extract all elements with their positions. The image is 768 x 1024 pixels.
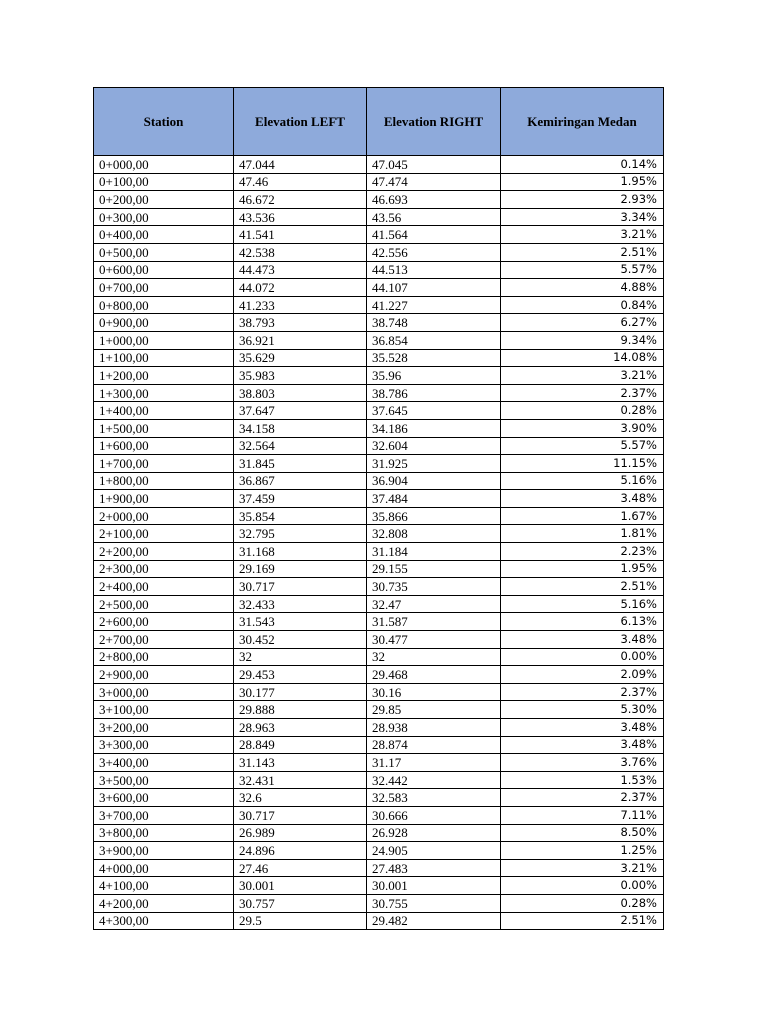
table-row	[94, 912, 664, 930]
station-cell: 1+600,00	[94, 437, 234, 455]
slope-cell: 3.21%	[501, 226, 664, 244]
slope-cell: 1.81%	[501, 525, 664, 543]
elevation-left-cell: 32.6	[234, 789, 367, 807]
elevation-left-cell: 29.169	[234, 560, 367, 578]
station-cell: 4+200,00	[94, 894, 234, 912]
slope-cell: 2.09%	[501, 666, 664, 684]
station-cell: 3+200,00	[94, 719, 234, 737]
header-station: Station	[94, 88, 234, 156]
elevation-right-cell: 41.564	[367, 226, 501, 244]
slope-cell: 0.00%	[501, 648, 664, 666]
station-cell: 0+600,00	[94, 261, 234, 279]
table-row	[94, 894, 664, 912]
slope-cell: 2.51%	[501, 912, 664, 930]
slope-cell: 1.53%	[501, 771, 664, 789]
slope-cell: 3.48%	[501, 631, 664, 649]
station-cell: 1+300,00	[94, 384, 234, 402]
elevation-left-cell: 32.431	[234, 771, 367, 789]
table-row	[94, 226, 664, 244]
slope-cell: 0.14%	[501, 156, 664, 174]
elevation-right-cell: 35.866	[367, 507, 501, 525]
elevation-left-cell: 46.672	[234, 191, 367, 209]
elevation-left-cell: 35.629	[234, 349, 367, 367]
table-row	[94, 736, 664, 754]
slope-cell: 9.34%	[501, 331, 664, 349]
elevation-right-cell: 32.604	[367, 437, 501, 455]
elevation-right-cell: 34.186	[367, 419, 501, 437]
station-cell: 1+500,00	[94, 419, 234, 437]
table-row	[94, 719, 664, 737]
slope-cell: 3.21%	[501, 859, 664, 877]
elevation-left-cell: 30.177	[234, 683, 367, 701]
station-cell: 2+900,00	[94, 666, 234, 684]
station-cell: 2+200,00	[94, 543, 234, 561]
elevation-left-cell: 38.793	[234, 314, 367, 332]
station-cell: 2+400,00	[94, 578, 234, 596]
station-cell: 1+100,00	[94, 349, 234, 367]
table-row	[94, 472, 664, 490]
station-cell: 2+800,00	[94, 648, 234, 666]
table-row	[94, 279, 664, 297]
slope-cell: 5.57%	[501, 437, 664, 455]
table-row	[94, 578, 664, 596]
header-elevation-right: Elevation RIGHT	[367, 88, 501, 156]
elevation-right-cell: 35.528	[367, 349, 501, 367]
table-row	[94, 490, 664, 508]
table-row	[94, 543, 664, 561]
station-cell: 3+900,00	[94, 842, 234, 860]
station-cell: 1+900,00	[94, 490, 234, 508]
elevation-left-cell: 47.044	[234, 156, 367, 174]
table-row	[94, 296, 664, 314]
table-row	[94, 666, 664, 684]
station-cell: 2+600,00	[94, 613, 234, 631]
table-row	[94, 367, 664, 385]
slope-cell: 2.51%	[501, 243, 664, 261]
table-row	[94, 384, 664, 402]
table-row	[94, 560, 664, 578]
station-cell: 3+600,00	[94, 789, 234, 807]
elevation-right-cell: 29.155	[367, 560, 501, 578]
elevation-right-cell: 29.85	[367, 701, 501, 719]
slope-cell: 6.27%	[501, 314, 664, 332]
slope-cell: 1.95%	[501, 173, 664, 191]
table-row	[94, 243, 664, 261]
station-cell: 1+800,00	[94, 472, 234, 490]
elevation-right-cell: 35.96	[367, 367, 501, 385]
elevation-right-cell: 32	[367, 648, 501, 666]
station-cell: 0+700,00	[94, 279, 234, 297]
elevation-right-cell: 44.107	[367, 279, 501, 297]
elevation-right-cell: 37.645	[367, 402, 501, 420]
elevation-left-cell: 29.453	[234, 666, 367, 684]
elevation-left-cell: 29.888	[234, 701, 367, 719]
station-cell: 3+700,00	[94, 806, 234, 824]
elevation-right-cell: 41.227	[367, 296, 501, 314]
slope-cell: 3.90%	[501, 419, 664, 437]
slope-cell: 0.84%	[501, 296, 664, 314]
slope-cell: 14.08%	[501, 349, 664, 367]
slope-cell: 2.23%	[501, 543, 664, 561]
station-cell: 3+300,00	[94, 736, 234, 754]
table-row	[94, 261, 664, 279]
elevation-table	[93, 87, 664, 930]
slope-cell: 1.67%	[501, 507, 664, 525]
slope-cell: 5.16%	[501, 595, 664, 613]
elevation-right-cell: 38.748	[367, 314, 501, 332]
elevation-left-cell: 32.564	[234, 437, 367, 455]
slope-cell: 5.16%	[501, 472, 664, 490]
elevation-right-cell: 30.735	[367, 578, 501, 596]
elevation-right-cell: 30.477	[367, 631, 501, 649]
station-cell: 3+400,00	[94, 754, 234, 772]
table-row	[94, 525, 664, 543]
elevation-left-cell: 44.473	[234, 261, 367, 279]
table-row	[94, 507, 664, 525]
elevation-right-cell: 42.556	[367, 243, 501, 261]
slope-cell: 5.30%	[501, 701, 664, 719]
station-cell: 2+700,00	[94, 631, 234, 649]
table-row	[94, 683, 664, 701]
table-row	[94, 754, 664, 772]
elevation-left-cell: 27.46	[234, 859, 367, 877]
elevation-left-cell: 42.538	[234, 243, 367, 261]
elevation-left-cell: 31.168	[234, 543, 367, 561]
table-row	[94, 771, 664, 789]
table-row	[94, 631, 664, 649]
elevation-left-cell: 26.989	[234, 824, 367, 842]
elevation-left-cell: 41.541	[234, 226, 367, 244]
station-cell: 0+400,00	[94, 226, 234, 244]
elevation-right-cell: 28.874	[367, 736, 501, 754]
elevation-left-cell: 30.452	[234, 631, 367, 649]
table-row	[94, 314, 664, 332]
elevation-left-cell: 28.849	[234, 736, 367, 754]
elevation-right-cell: 29.468	[367, 666, 501, 684]
table-row	[94, 156, 664, 174]
table-row	[94, 789, 664, 807]
header-kemiringan-medan: Kemiringan Medan	[501, 88, 664, 156]
elevation-right-cell: 31.184	[367, 543, 501, 561]
slope-cell: 3.48%	[501, 490, 664, 508]
slope-cell: 0.00%	[501, 877, 664, 895]
station-cell: 3+800,00	[94, 824, 234, 842]
elevation-left-cell: 32.433	[234, 595, 367, 613]
station-cell: 1+700,00	[94, 455, 234, 473]
station-cell: 3+500,00	[94, 771, 234, 789]
elevation-left-cell: 31.543	[234, 613, 367, 631]
slope-cell: 3.48%	[501, 736, 664, 754]
station-cell: 0+300,00	[94, 208, 234, 226]
station-cell: 1+000,00	[94, 331, 234, 349]
station-cell: 2+500,00	[94, 595, 234, 613]
station-cell: 4+100,00	[94, 877, 234, 895]
slope-cell: 2.51%	[501, 578, 664, 596]
elevation-right-cell: 24.905	[367, 842, 501, 860]
elevation-right-cell: 32.47	[367, 595, 501, 613]
elevation-right-cell: 32.442	[367, 771, 501, 789]
station-cell: 0+900,00	[94, 314, 234, 332]
elevation-right-cell: 32.808	[367, 525, 501, 543]
elevation-left-cell: 37.647	[234, 402, 367, 420]
station-cell: 1+400,00	[94, 402, 234, 420]
elevation-left-cell: 29.5	[234, 912, 367, 930]
table-row	[94, 455, 664, 473]
slope-cell: 0.28%	[501, 894, 664, 912]
slope-cell: 6.13%	[501, 613, 664, 631]
header-row	[94, 88, 664, 156]
elevation-right-cell: 27.483	[367, 859, 501, 877]
table-row	[94, 208, 664, 226]
table-row	[94, 648, 664, 666]
slope-cell: 8.50%	[501, 824, 664, 842]
elevation-right-cell: 31.587	[367, 613, 501, 631]
station-cell: 0+000,00	[94, 156, 234, 174]
slope-cell: 5.57%	[501, 261, 664, 279]
elevation-left-cell: 32	[234, 648, 367, 666]
table-row	[94, 331, 664, 349]
elevation-left-cell: 31.845	[234, 455, 367, 473]
table-row	[94, 437, 664, 455]
table-row	[94, 842, 664, 860]
station-cell: 0+200,00	[94, 191, 234, 209]
station-cell: 3+000,00	[94, 683, 234, 701]
elevation-right-cell: 30.001	[367, 877, 501, 895]
slope-cell: 2.93%	[501, 191, 664, 209]
slope-cell: 3.48%	[501, 719, 664, 737]
station-cell: 1+200,00	[94, 367, 234, 385]
elevation-right-cell: 30.666	[367, 806, 501, 824]
elevation-right-cell: 31.17	[367, 754, 501, 772]
slope-cell: 1.95%	[501, 560, 664, 578]
station-cell: 4+000,00	[94, 859, 234, 877]
table-row	[94, 859, 664, 877]
elevation-left-cell: 34.158	[234, 419, 367, 437]
slope-cell: 0.28%	[501, 402, 664, 420]
table-row	[94, 595, 664, 613]
slope-cell: 4.88%	[501, 279, 664, 297]
station-cell: 2+100,00	[94, 525, 234, 543]
elevation-left-cell: 36.867	[234, 472, 367, 490]
elevation-left-cell: 30.717	[234, 806, 367, 824]
elevation-right-cell: 36.904	[367, 472, 501, 490]
table-body	[94, 156, 664, 930]
elevation-left-cell: 43.536	[234, 208, 367, 226]
station-cell: 2+000,00	[94, 507, 234, 525]
elevation-left-cell: 47.46	[234, 173, 367, 191]
elevation-right-cell: 37.484	[367, 490, 501, 508]
table-row	[94, 173, 664, 191]
elevation-left-cell: 32.795	[234, 525, 367, 543]
elevation-right-cell: 47.474	[367, 173, 501, 191]
elevation-right-cell: 31.925	[367, 455, 501, 473]
elevation-right-cell: 30.755	[367, 894, 501, 912]
elevation-right-cell: 26.928	[367, 824, 501, 842]
elevation-left-cell: 41.233	[234, 296, 367, 314]
slope-cell: 3.21%	[501, 367, 664, 385]
elevation-left-cell: 30.717	[234, 578, 367, 596]
elevation-left-cell: 30.001	[234, 877, 367, 895]
elevation-right-cell: 47.045	[367, 156, 501, 174]
slope-cell: 7.11%	[501, 806, 664, 824]
elevation-left-cell: 36.921	[234, 331, 367, 349]
elevation-right-cell: 46.693	[367, 191, 501, 209]
elevation-left-cell: 31.143	[234, 754, 367, 772]
header-elevation-left: Elevation LEFT	[234, 88, 367, 156]
elevation-right-cell: 32.583	[367, 789, 501, 807]
elevation-right-cell: 36.854	[367, 331, 501, 349]
elevation-right-cell: 43.56	[367, 208, 501, 226]
station-cell: 0+100,00	[94, 173, 234, 191]
slope-cell: 1.25%	[501, 842, 664, 860]
slope-cell: 3.76%	[501, 754, 664, 772]
elevation-left-cell: 38.803	[234, 384, 367, 402]
elevation-right-cell: 28.938	[367, 719, 501, 737]
table-row	[94, 806, 664, 824]
elevation-right-cell: 44.513	[367, 261, 501, 279]
table-header	[94, 88, 664, 156]
table-row	[94, 402, 664, 420]
elevation-left-cell: 35.854	[234, 507, 367, 525]
table-row	[94, 191, 664, 209]
slope-cell: 2.37%	[501, 789, 664, 807]
elevation-left-cell: 37.459	[234, 490, 367, 508]
elevation-left-cell: 44.072	[234, 279, 367, 297]
slope-cell: 2.37%	[501, 384, 664, 402]
station-cell: 0+500,00	[94, 243, 234, 261]
station-cell: 3+100,00	[94, 701, 234, 719]
elevation-left-cell: 28.963	[234, 719, 367, 737]
elevation-right-cell: 38.786	[367, 384, 501, 402]
table-row	[94, 419, 664, 437]
table-row	[94, 701, 664, 719]
elevation-right-cell: 29.482	[367, 912, 501, 930]
elevation-left-cell: 35.983	[234, 367, 367, 385]
slope-cell: 2.37%	[501, 683, 664, 701]
elevation-left-cell: 30.757	[234, 894, 367, 912]
station-cell: 2+300,00	[94, 560, 234, 578]
table-row	[94, 613, 664, 631]
elevation-right-cell: 30.16	[367, 683, 501, 701]
table-row	[94, 824, 664, 842]
elevation-left-cell: 24.896	[234, 842, 367, 860]
station-cell: 4+300,00	[94, 912, 234, 930]
slope-cell: 11.15%	[501, 455, 664, 473]
table-row	[94, 877, 664, 895]
table-row	[94, 349, 664, 367]
slope-cell: 3.34%	[501, 208, 664, 226]
station-cell: 0+800,00	[94, 296, 234, 314]
